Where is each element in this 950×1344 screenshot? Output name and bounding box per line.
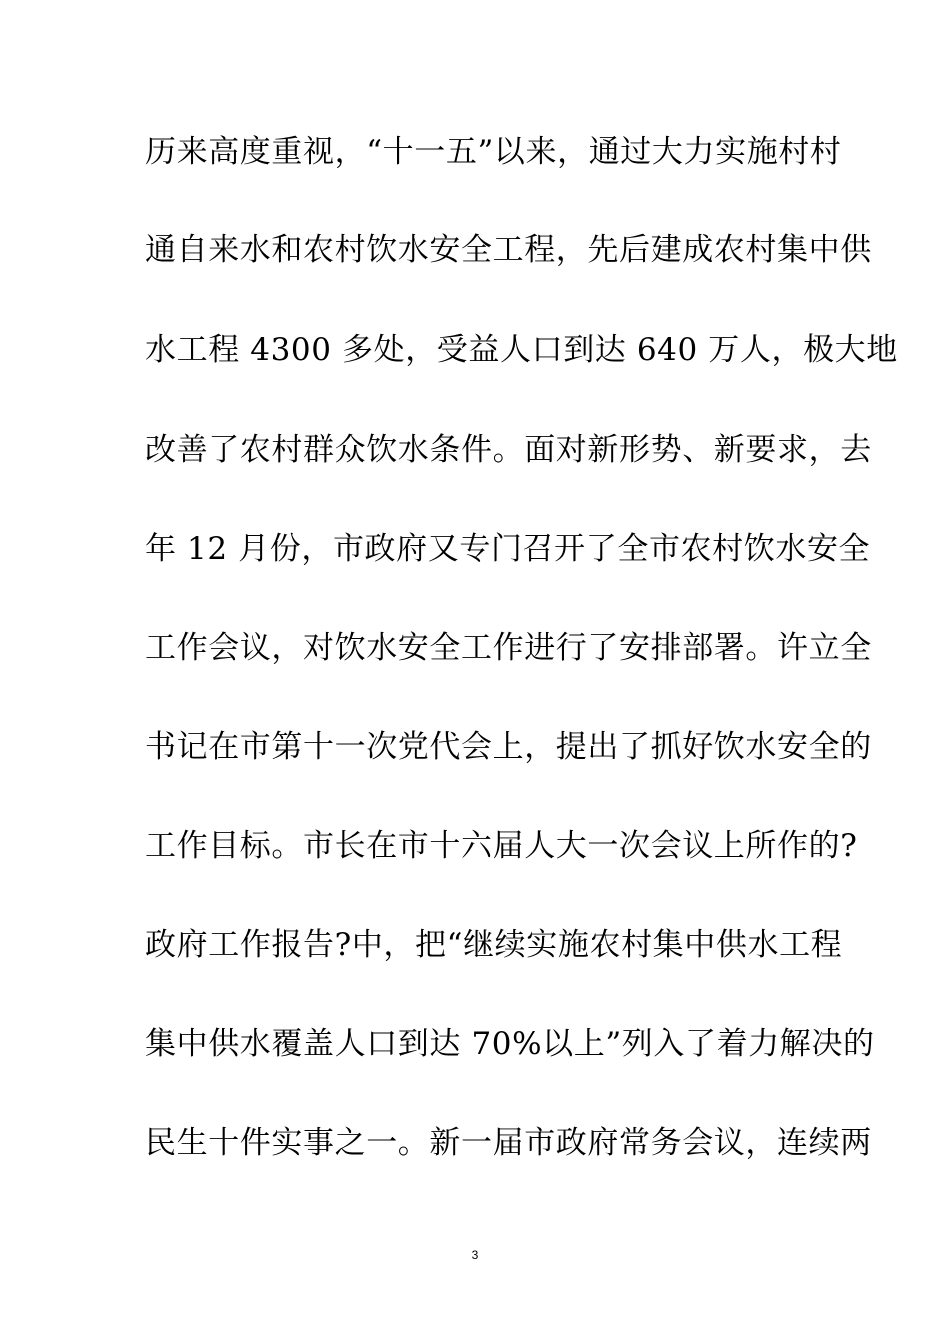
text-line: 改善了农村群众饮水条件。面对新形势、新要求，去 [145,432,872,468]
text-line: 书记在市第十一次党代会上，提出了抓好饮水安全的 [145,729,872,765]
text-line: 工作会议，对饮水安全工作进行了安排部署。许立全 [145,630,872,666]
text-line: 通自来水和农村饮水安全工程，先后建成农村集中供 [145,232,872,268]
text-line: 集中供水覆盖人口到达 70%以上”列入了着力解决的 [145,1026,875,1062]
text-line: 历来高度重视，“十一五”以来，通过大力实施村村 [145,134,842,170]
text-line: 政府工作报告?中，把“继续实施农村集中供水工程 [145,927,843,963]
text-line: 年 12 月份，市政府又专门召开了全市农村饮水安全 [145,531,871,567]
text-line: 水工程 4300 多处，受益人口到达 640 万人，极大地 [145,332,898,368]
text-line: 民生十件实事之一。新一届市政府常务会议，连续两 [145,1125,872,1161]
text-line: 工作目标。市长在市十六届人大一次会议上所作的? [145,828,858,864]
page-number: 3 [471,1248,479,1262]
